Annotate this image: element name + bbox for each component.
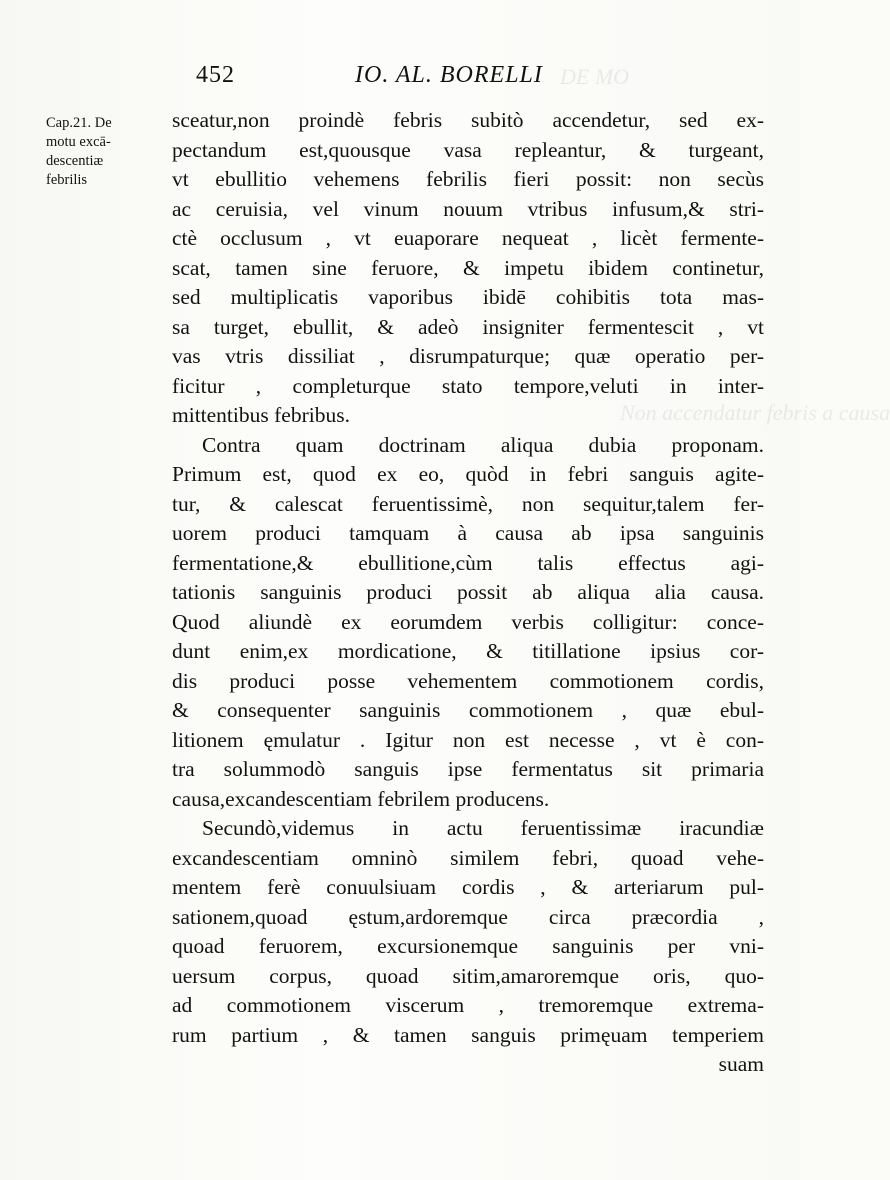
text-line: mentem ferè conuulsiuam cordis , & arteriarum pul-: [172, 875, 764, 899]
page-number: 452: [196, 62, 235, 88]
text-line: tra solummodò sanguis ipse fermentatus sit primaria: [172, 757, 764, 781]
text-line: scat, tamen sine feruore, & impetu ibidem continetur,: [172, 255, 764, 280]
page-header: [0, 62, 800, 92]
text-line: uorem produci tamquam à causa ab ipsa sanguinis: [172, 521, 764, 545]
text-line: vt ebullitio vehemens febrilis fieri possit: non secùs: [172, 167, 764, 191]
margin-note-line: Cap.21. De: [46, 115, 112, 131]
text-line: ac ceruisia, vel vinum nouum vtribus infusum,& stri-: [172, 196, 764, 221]
margin-note-line: motu excā-: [46, 134, 111, 150]
text-line: sationem,quoad ęstum,ardoremque circa præcordia ,: [172, 904, 764, 929]
bleed-through-text: Non accendatur febris a causa: [620, 400, 890, 425]
text-line: ad commotionem viscerum , tremoremque extrema-: [172, 993, 764, 1017]
running-head: IO. AL. BORELLI: [355, 62, 543, 88]
text-line: quoad feruorem, excursionemque sanguinis per vni-: [172, 934, 764, 958]
text-line: Primum est, quod ex eo, quòd in febri sanguis agite-: [172, 462, 764, 486]
margin-note-line: febrilis: [46, 172, 88, 188]
text-line: dis produci posse vehementem commotionem cordis,: [172, 668, 764, 693]
text-line: rum partium , & tamen sanguis primęuam temperiem: [172, 1022, 764, 1047]
text-line: tationis sanguinis produci possit ab aliqua alia causa.: [172, 580, 764, 604]
body-text: [172, 106, 764, 1080]
text-line: uersum corpus, quoad sitim,amaroremque oris, quo-: [172, 963, 764, 988]
text-line: tur, & calescat feruentissimè, non sequitur,talem fer-: [172, 491, 764, 516]
catchword: suam: [718, 1052, 764, 1076]
text-line: fermentatione,& ebullitione,cùm talis effectus agi-: [172, 550, 764, 575]
text-line: litionem ęmulatur . Igitur non est necesse , vt è con-: [172, 727, 764, 752]
text-line: pectandum est,quousque vasa repleantur, & turgeant,: [172, 137, 764, 162]
text-line: sed multiplicatis vaporibus ibidē cohibitis tota mas-: [172, 285, 764, 309]
bleed-through-text: DE MO: [560, 64, 630, 89]
text-line: Quod aliundè ex eorumdem verbis colligitur: conce-: [172, 609, 764, 634]
text-line-paragraph-end: causa,excandescentiam febrilem producens.: [172, 786, 550, 811]
text-line: sa turget, ebullit, & adeò insigniter fermentescit , vt: [172, 314, 764, 339]
text-line: sceatur,non proindè febris subitò accendetur, sed ex-: [172, 108, 764, 132]
text-line: vas vtris dissiliat , disrumpaturque; quæ operatio per-: [172, 344, 764, 368]
text-line: & consequenter sanguinis commotionem , quæ ebul-: [172, 698, 764, 722]
text-line: ficitur , completurque stato tempore,veluti in inter-: [172, 373, 764, 398]
text-line-paragraph-start: Contra quam doctrinam aliqua dubia proponam.: [202, 432, 764, 457]
text-line: excandescentiam omninò similem febri, quoad vehe-: [172, 845, 764, 870]
margin-note-line: descentiæ: [46, 153, 104, 169]
margin-note: [46, 114, 156, 190]
text-line-paragraph-end: mittentibus febribus.: [172, 403, 350, 427]
text-line: dunt enim,ex mordicatione, & titillatione ipsius cor-: [172, 639, 764, 663]
text-line-paragraph-start: Secundò,videmus in actu feruentissimæ iracundiæ: [202, 816, 764, 840]
text-line: ctè occlusum , vt euaporare nequeat , licèt fermente-: [172, 226, 764, 250]
